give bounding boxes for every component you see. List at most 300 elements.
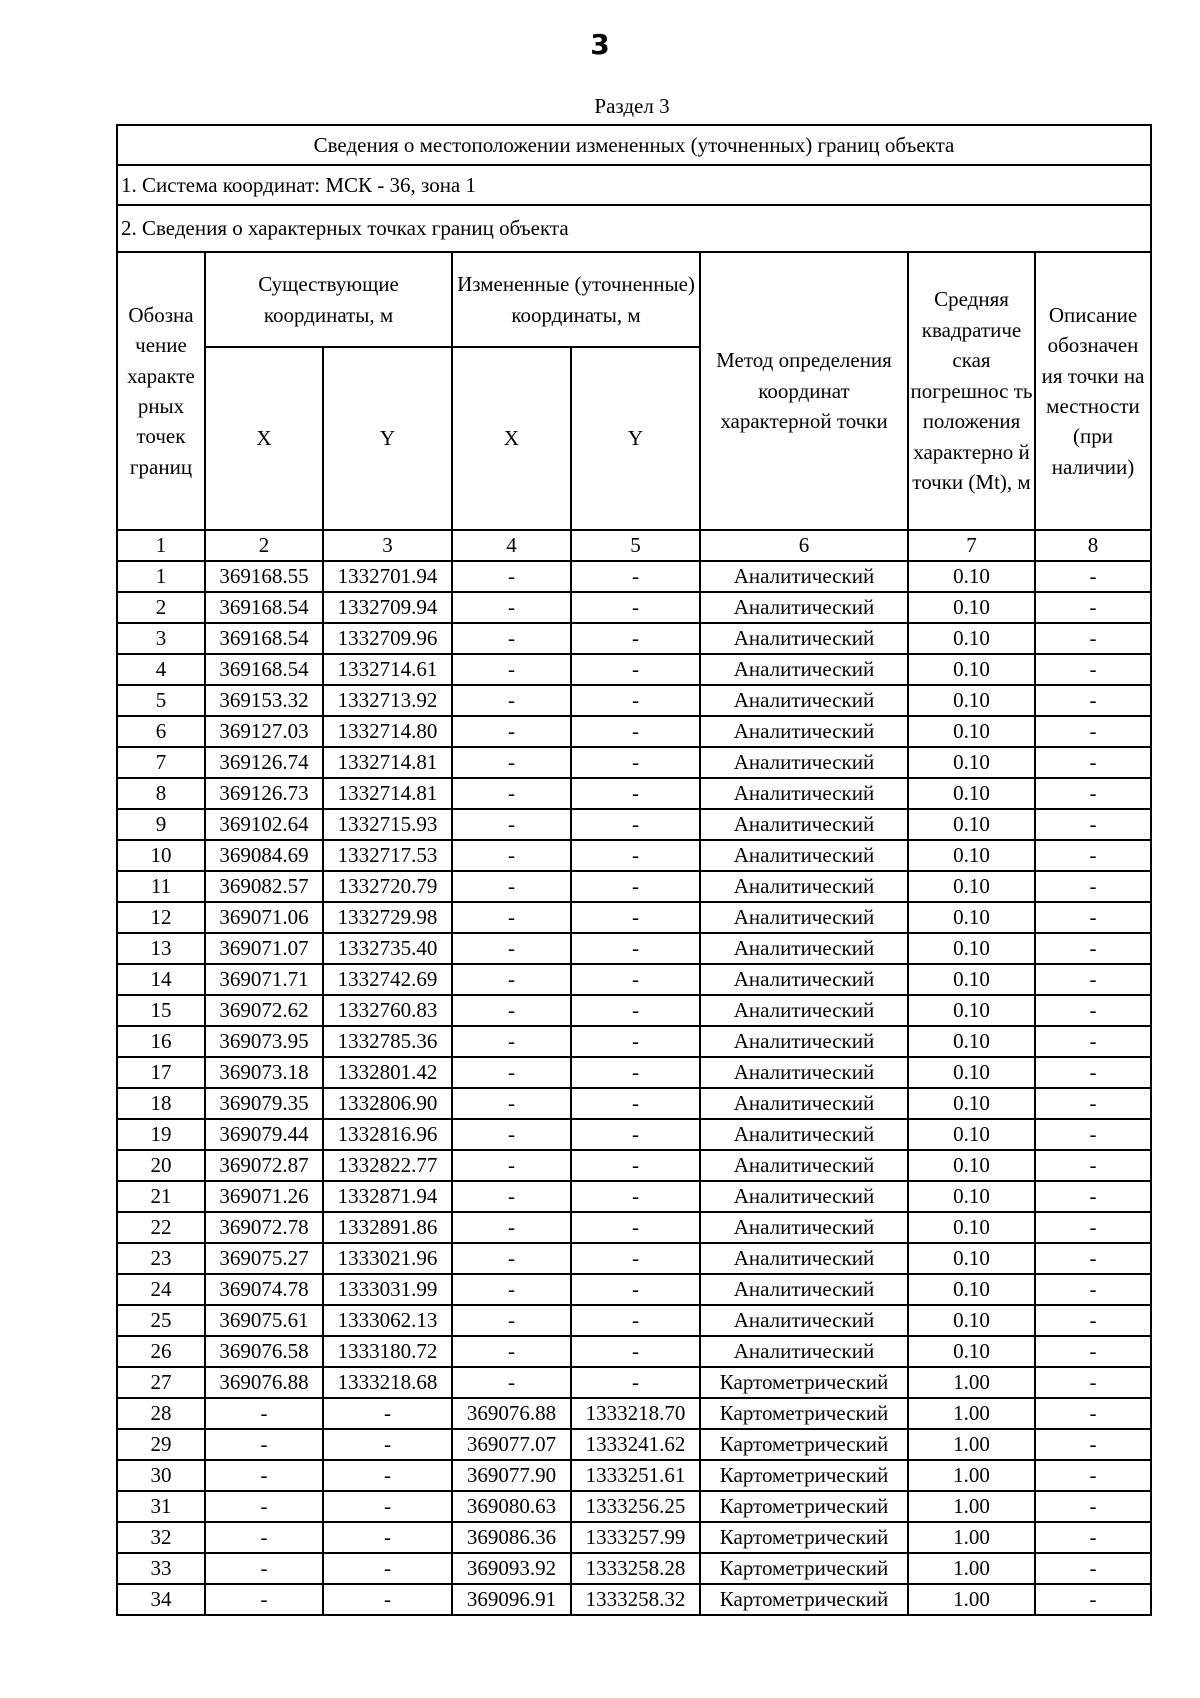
cell-changed-y: - <box>571 1057 700 1088</box>
cell-changed-x: - <box>452 747 571 778</box>
table-row <box>117 1336 1151 1367</box>
cell-changed-y: 1333258.28 <box>571 1553 700 1584</box>
header-changed-x: X <box>452 347 571 530</box>
table-row <box>117 964 1151 995</box>
cell-description: - <box>1035 1429 1151 1460</box>
cell-existing-x: - <box>205 1553 323 1584</box>
cell-changed-y: - <box>571 840 700 871</box>
cell-existing-y: 1332806.90 <box>323 1088 452 1119</box>
cell-existing-y: 1332801.42 <box>323 1057 452 1088</box>
cell-changed-y: - <box>571 1274 700 1305</box>
cell-changed-x: - <box>452 902 571 933</box>
cell-method: Аналитический <box>700 1305 908 1336</box>
cell-changed-y: - <box>571 716 700 747</box>
cell-point-id: 6 <box>117 716 205 747</box>
cell-point-id: 16 <box>117 1026 205 1057</box>
table-row <box>117 871 1151 902</box>
cell-method: Аналитический <box>700 623 908 654</box>
cell-existing-x: 369079.35 <box>205 1088 323 1119</box>
cell-changed-y: - <box>571 1243 700 1274</box>
cell-existing-y: 1332871.94 <box>323 1181 452 1212</box>
cell-existing-x: 369071.71 <box>205 964 323 995</box>
cell-description: - <box>1035 1119 1151 1150</box>
cell-existing-y: 1332720.79 <box>323 871 452 902</box>
cell-existing-x: 369079.44 <box>205 1119 323 1150</box>
cell-error: 0.10 <box>908 716 1035 747</box>
cell-error: 0.10 <box>908 995 1035 1026</box>
table-row <box>117 809 1151 840</box>
cell-changed-x: - <box>452 623 571 654</box>
cell-point-id: 22 <box>117 1212 205 1243</box>
cell-existing-y: - <box>323 1491 452 1522</box>
cell-changed-x: - <box>452 654 571 685</box>
cell-method: Аналитический <box>700 716 908 747</box>
cell-changed-x: 369080.63 <box>452 1491 571 1522</box>
cell-changed-x: - <box>452 964 571 995</box>
cell-point-id: 1 <box>117 561 205 592</box>
cell-description: - <box>1035 685 1151 716</box>
cell-point-id: 2 <box>117 592 205 623</box>
column-number: 7 <box>908 530 1035 561</box>
cell-point-id: 13 <box>117 933 205 964</box>
cell-existing-x: - <box>205 1429 323 1460</box>
cell-existing-y: 1332709.96 <box>323 623 452 654</box>
cell-changed-x: - <box>452 840 571 871</box>
cell-existing-y: 1332717.53 <box>323 840 452 871</box>
cell-changed-y: - <box>571 964 700 995</box>
cell-point-id: 10 <box>117 840 205 871</box>
cell-method: Аналитический <box>700 809 908 840</box>
cell-changed-y: 1333256.25 <box>571 1491 700 1522</box>
cell-existing-x: 369168.54 <box>205 592 323 623</box>
cell-existing-x: - <box>205 1491 323 1522</box>
cell-point-id: 24 <box>117 1274 205 1305</box>
cell-error: 0.10 <box>908 747 1035 778</box>
cell-description: - <box>1035 1305 1151 1336</box>
cell-description: - <box>1035 592 1151 623</box>
column-number: 3 <box>323 530 452 561</box>
table-row <box>117 1429 1151 1460</box>
cell-method: Аналитический <box>700 592 908 623</box>
cell-method: Картометрический <box>700 1367 908 1398</box>
table-row <box>117 716 1151 747</box>
cell-error: 0.10 <box>908 1119 1035 1150</box>
cell-error: 1.00 <box>908 1367 1035 1398</box>
cell-description: - <box>1035 1181 1151 1212</box>
cell-existing-y: 1332714.81 <box>323 747 452 778</box>
cell-error: 1.00 <box>908 1460 1035 1491</box>
cell-existing-y: 1333062.13 <box>323 1305 452 1336</box>
cell-existing-y: 1333031.99 <box>323 1274 452 1305</box>
cell-method: Аналитический <box>700 778 908 809</box>
table-row <box>117 1367 1151 1398</box>
cell-description: - <box>1035 1212 1151 1243</box>
cell-existing-x: 369082.57 <box>205 871 323 902</box>
cell-point-id: 4 <box>117 654 205 685</box>
cell-error: 0.10 <box>908 933 1035 964</box>
cell-changed-y: - <box>571 592 700 623</box>
cell-existing-y: 1332729.98 <box>323 902 452 933</box>
cell-existing-x: 369127.03 <box>205 716 323 747</box>
cell-existing-x: 369126.74 <box>205 747 323 778</box>
table-row <box>117 1026 1151 1057</box>
cell-point-id: 12 <box>117 902 205 933</box>
header-existing-y: Y <box>323 347 452 530</box>
cell-existing-y: 1332891.86 <box>323 1212 452 1243</box>
cell-method: Картометрический <box>700 1429 908 1460</box>
column-number: 6 <box>700 530 908 561</box>
cell-point-id: 8 <box>117 778 205 809</box>
cell-existing-x: 369168.54 <box>205 654 323 685</box>
table-row <box>117 1460 1151 1491</box>
cell-changed-y: - <box>571 778 700 809</box>
cell-existing-y: 1332822.77 <box>323 1150 452 1181</box>
cell-existing-y: 1332785.36 <box>323 1026 452 1057</box>
cell-method: Картометрический <box>700 1398 908 1429</box>
cell-changed-y: - <box>571 1181 700 1212</box>
cell-description: - <box>1035 716 1151 747</box>
cell-error: 0.10 <box>908 1150 1035 1181</box>
cell-method: Аналитический <box>700 1181 908 1212</box>
cell-changed-x: - <box>452 995 571 1026</box>
header-changed-coords: Измененные (уточненные) координаты, м <box>452 252 700 347</box>
cell-description: - <box>1035 1057 1151 1088</box>
cell-error: 0.10 <box>908 561 1035 592</box>
cell-changed-y: 1333218.70 <box>571 1398 700 1429</box>
cell-changed-x: - <box>452 1119 571 1150</box>
cell-existing-y: - <box>323 1398 452 1429</box>
cell-existing-y: - <box>323 1522 452 1553</box>
cell-description: - <box>1035 623 1151 654</box>
cell-error: 1.00 <box>908 1553 1035 1584</box>
column-number: 8 <box>1035 530 1151 561</box>
cell-existing-x: 369168.55 <box>205 561 323 592</box>
cell-point-id: 11 <box>117 871 205 902</box>
cell-changed-y: - <box>571 1212 700 1243</box>
cell-existing-y: 1333180.72 <box>323 1336 452 1367</box>
table-row <box>117 654 1151 685</box>
cell-description: - <box>1035 1460 1151 1491</box>
cell-changed-x: 369096.91 <box>452 1584 571 1615</box>
cell-existing-y: 1332714.61 <box>323 654 452 685</box>
cell-existing-x: 369073.95 <box>205 1026 323 1057</box>
table-row <box>117 778 1151 809</box>
cell-changed-y: - <box>571 1367 700 1398</box>
boundary-points-table <box>116 124 1152 1616</box>
cell-error: 0.10 <box>908 1274 1035 1305</box>
cell-error: 0.10 <box>908 809 1035 840</box>
cell-point-id: 27 <box>117 1367 205 1398</box>
cell-description: - <box>1035 1026 1151 1057</box>
cell-changed-x: - <box>452 1026 571 1057</box>
table-row <box>117 840 1151 871</box>
table-row <box>117 685 1151 716</box>
cell-error: 0.10 <box>908 871 1035 902</box>
cell-changed-y: - <box>571 1026 700 1057</box>
header-existing-x: X <box>205 347 323 530</box>
cell-description: - <box>1035 561 1151 592</box>
table-row <box>117 1522 1151 1553</box>
cell-existing-y: 1332760.83 <box>323 995 452 1026</box>
table-row <box>117 1305 1151 1336</box>
cell-changed-y: - <box>571 902 700 933</box>
table-row <box>117 1181 1151 1212</box>
column-number: 1 <box>117 530 205 561</box>
cell-point-id: 5 <box>117 685 205 716</box>
cell-method: Аналитический <box>700 1057 908 1088</box>
cell-description: - <box>1035 1584 1151 1615</box>
cell-point-id: 18 <box>117 1088 205 1119</box>
header-point-designation: Обозна чение характе рных точек границ <box>117 252 205 530</box>
header-method: Метод определения координат характерной точки <box>700 252 908 530</box>
cell-description: - <box>1035 995 1151 1026</box>
table-row <box>117 747 1151 778</box>
cell-method: Аналитический <box>700 995 908 1026</box>
cell-point-id: 34 <box>117 1584 205 1615</box>
cell-existing-x: 369075.61 <box>205 1305 323 1336</box>
table-row <box>117 902 1151 933</box>
cell-point-id: 28 <box>117 1398 205 1429</box>
cell-changed-x: - <box>452 1305 571 1336</box>
table-row <box>117 1584 1151 1615</box>
cell-method: Картометрический <box>700 1584 908 1615</box>
cell-description: - <box>1035 778 1151 809</box>
cell-method: Аналитический <box>700 1119 908 1150</box>
cell-description: - <box>1035 933 1151 964</box>
cell-changed-y: 1333258.32 <box>571 1584 700 1615</box>
cell-method: Картометрический <box>700 1491 908 1522</box>
cell-method: Аналитический <box>700 1212 908 1243</box>
cell-existing-y: 1332715.93 <box>323 809 452 840</box>
cell-changed-x: - <box>452 933 571 964</box>
cell-changed-x: - <box>452 1336 571 1367</box>
cell-method: Аналитический <box>700 1088 908 1119</box>
cell-error: 0.10 <box>908 1336 1035 1367</box>
cell-error: 0.10 <box>908 964 1035 995</box>
cell-existing-x: 369072.78 <box>205 1212 323 1243</box>
cell-changed-x: 369077.90 <box>452 1460 571 1491</box>
cell-description: - <box>1035 902 1151 933</box>
cell-changed-x: - <box>452 1181 571 1212</box>
cell-error: 0.10 <box>908 685 1035 716</box>
cell-changed-x: - <box>452 716 571 747</box>
cell-existing-x: - <box>205 1522 323 1553</box>
header-error: Средняя квадратиче ская погрешнос ть положения характерно й точки (Mt), м <box>908 252 1035 530</box>
cell-existing-x: 369084.69 <box>205 840 323 871</box>
header-changed-y: Y <box>571 347 700 530</box>
cell-existing-x: 369076.88 <box>205 1367 323 1398</box>
cell-point-id: 21 <box>117 1181 205 1212</box>
cell-method: Аналитический <box>700 902 908 933</box>
cell-method: Аналитический <box>700 840 908 871</box>
cell-existing-y: 1332714.80 <box>323 716 452 747</box>
cell-point-id: 15 <box>117 995 205 1026</box>
cell-error: 0.10 <box>908 654 1035 685</box>
table-row <box>117 1119 1151 1150</box>
cell-changed-y: - <box>571 1150 700 1181</box>
table-row <box>117 1243 1151 1274</box>
cell-changed-y: - <box>571 685 700 716</box>
cell-description: - <box>1035 1336 1151 1367</box>
cell-changed-y: 1333241.62 <box>571 1429 700 1460</box>
table-row <box>117 995 1151 1026</box>
cell-method: Аналитический <box>700 685 908 716</box>
cell-method: Аналитический <box>700 747 908 778</box>
cell-existing-y: - <box>323 1553 452 1584</box>
cell-point-id: 19 <box>117 1119 205 1150</box>
cell-changed-x: - <box>452 809 571 840</box>
table-row <box>117 1553 1151 1584</box>
cell-method: Аналитический <box>700 654 908 685</box>
cell-method: Аналитический <box>700 561 908 592</box>
cell-existing-y: 1332742.69 <box>323 964 452 995</box>
header-existing-coords: Существующие координаты, м <box>205 252 452 347</box>
cell-error: 1.00 <box>908 1429 1035 1460</box>
cell-existing-y: - <box>323 1584 452 1615</box>
cell-existing-x: 369072.87 <box>205 1150 323 1181</box>
cell-error: 0.10 <box>908 1181 1035 1212</box>
cell-description: - <box>1035 1553 1151 1584</box>
cell-point-id: 29 <box>117 1429 205 1460</box>
cell-method: Аналитический <box>700 1274 908 1305</box>
cell-error: 0.10 <box>908 1026 1035 1057</box>
cell-existing-y: 1332816.96 <box>323 1119 452 1150</box>
cell-method: Аналитический <box>700 964 908 995</box>
cell-changed-x: 369076.88 <box>452 1398 571 1429</box>
cell-existing-x: 369076.58 <box>205 1336 323 1367</box>
cell-changed-y: - <box>571 871 700 902</box>
cell-existing-y: 1332735.40 <box>323 933 452 964</box>
section-label: Раздел 3 <box>594 94 670 118</box>
cell-changed-y: 1333251.61 <box>571 1460 700 1491</box>
cell-method: Аналитический <box>700 1243 908 1274</box>
cell-changed-x: - <box>452 1212 571 1243</box>
page-number: 3 <box>590 28 610 61</box>
cell-error: 1.00 <box>908 1584 1035 1615</box>
cell-changed-y: - <box>571 995 700 1026</box>
table-row <box>117 1274 1151 1305</box>
cell-existing-y: 1332714.81 <box>323 778 452 809</box>
cell-error: 0.10 <box>908 592 1035 623</box>
column-number: 5 <box>571 530 700 561</box>
cell-changed-x: - <box>452 685 571 716</box>
cell-description: - <box>1035 871 1151 902</box>
cell-changed-x: 369093.92 <box>452 1553 571 1584</box>
table-row <box>117 1491 1151 1522</box>
cell-existing-x: 369168.54 <box>205 623 323 654</box>
cell-changed-x: - <box>452 1057 571 1088</box>
cell-existing-x: - <box>205 1584 323 1615</box>
cell-description: - <box>1035 964 1151 995</box>
table-row <box>117 623 1151 654</box>
cell-description: - <box>1035 1491 1151 1522</box>
cell-changed-x: - <box>452 1150 571 1181</box>
cell-existing-x: 369072.62 <box>205 995 323 1026</box>
cell-error: 0.10 <box>908 1088 1035 1119</box>
cell-existing-x: 369073.18 <box>205 1057 323 1088</box>
cell-changed-x: - <box>452 871 571 902</box>
cell-point-id: 17 <box>117 1057 205 1088</box>
cell-description: - <box>1035 747 1151 778</box>
cell-changed-y: - <box>571 809 700 840</box>
cell-point-id: 31 <box>117 1491 205 1522</box>
cell-existing-x: 369102.64 <box>205 809 323 840</box>
cell-changed-x: - <box>452 1367 571 1398</box>
cell-changed-x: - <box>452 1088 571 1119</box>
cell-changed-y: - <box>571 1088 700 1119</box>
cell-changed-x: - <box>452 1243 571 1274</box>
cell-changed-y: - <box>571 1119 700 1150</box>
cell-point-id: 30 <box>117 1460 205 1491</box>
cell-existing-x: 369075.27 <box>205 1243 323 1274</box>
cell-point-id: 25 <box>117 1305 205 1336</box>
coord-system: 1. Система координат: МСК - 36, зона 1 <box>117 165 1151 205</box>
cell-existing-y: 1332713.92 <box>323 685 452 716</box>
cell-description: - <box>1035 1398 1151 1429</box>
cell-description: - <box>1035 1150 1151 1181</box>
table-row <box>117 1057 1151 1088</box>
cell-existing-x: 369153.32 <box>205 685 323 716</box>
cell-point-id: 26 <box>117 1336 205 1367</box>
cell-point-id: 3 <box>117 623 205 654</box>
table-title: Сведения о местоположении измененных (уточненных) границ объекта <box>117 125 1151 165</box>
cell-point-id: 23 <box>117 1243 205 1274</box>
table-row <box>117 1088 1151 1119</box>
cell-error: 1.00 <box>908 1491 1035 1522</box>
cell-changed-y: - <box>571 654 700 685</box>
cell-description: - <box>1035 840 1151 871</box>
cell-changed-y: - <box>571 623 700 654</box>
table-row <box>117 592 1151 623</box>
cell-existing-y: 1332709.94 <box>323 592 452 623</box>
points-heading: 2. Сведения о характерных точках границ объекта <box>117 205 1151 252</box>
cell-changed-y: 1333257.99 <box>571 1522 700 1553</box>
table-row <box>117 1150 1151 1181</box>
cell-method: Аналитический <box>700 933 908 964</box>
column-number: 4 <box>452 530 571 561</box>
cell-description: - <box>1035 809 1151 840</box>
cell-changed-x: 369077.07 <box>452 1429 571 1460</box>
cell-existing-x: - <box>205 1460 323 1491</box>
cell-existing-x: 369074.78 <box>205 1274 323 1305</box>
cell-changed-y: - <box>571 1305 700 1336</box>
cell-changed-y: - <box>571 561 700 592</box>
cell-changed-x: - <box>452 1274 571 1305</box>
cell-error: 0.10 <box>908 1305 1035 1336</box>
cell-existing-y: - <box>323 1429 452 1460</box>
cell-point-id: 7 <box>117 747 205 778</box>
cell-method: Аналитический <box>700 871 908 902</box>
cell-point-id: 33 <box>117 1553 205 1584</box>
cell-existing-x: 369071.26 <box>205 1181 323 1212</box>
cell-method: Картометрический <box>700 1460 908 1491</box>
cell-error: 0.10 <box>908 902 1035 933</box>
cell-point-id: 14 <box>117 964 205 995</box>
cell-point-id: 32 <box>117 1522 205 1553</box>
cell-changed-y: - <box>571 933 700 964</box>
cell-error: 1.00 <box>908 1522 1035 1553</box>
cell-changed-x: - <box>452 778 571 809</box>
cell-changed-y: - <box>571 747 700 778</box>
cell-error: 0.10 <box>908 840 1035 871</box>
cell-description: - <box>1035 1243 1151 1274</box>
cell-method: Картометрический <box>700 1553 908 1584</box>
cell-method: Картометрический <box>700 1522 908 1553</box>
cell-point-id: 9 <box>117 809 205 840</box>
cell-description: - <box>1035 1274 1151 1305</box>
table-row <box>117 1212 1151 1243</box>
cell-existing-x: 369126.73 <box>205 778 323 809</box>
